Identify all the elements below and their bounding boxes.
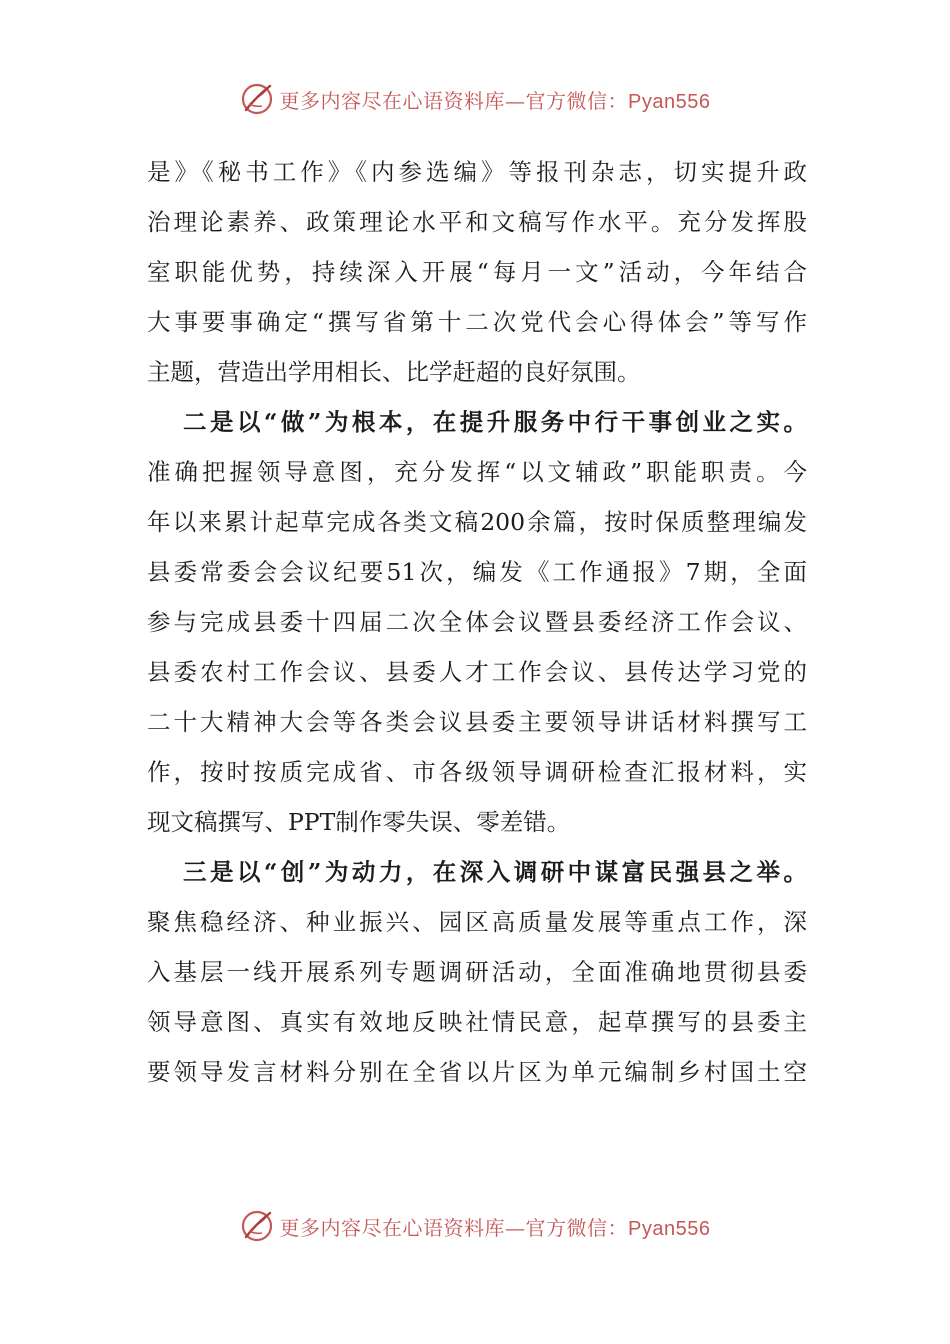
text-line: 聚焦稳经济、种业振兴、园区高质量发展等重点工作，深	[147, 908, 807, 936]
footer-banner-label: 更多内容尽在心语资料库—官方微信：	[279, 1215, 629, 1240]
text-line: 领导意图、真实有效地反映社情民意，起草撰写的县委主	[147, 1008, 807, 1036]
text-line: 年以来累计起草完成各类文稿200余篇，按时保质整理编发	[147, 508, 807, 536]
header-banner-label: 更多内容尽在心语资料库—官方微信：	[279, 88, 629, 113]
text-line: 室职能优势，持续深入开展“每月一文”活动，今年结合	[147, 258, 807, 286]
text-line: 现文稿撰写、PPT制作零失误、零差错。	[147, 808, 571, 836]
header-banner-wechat-id: Pyan556	[628, 90, 711, 113]
text-line: 入基层一线开展系列专题调研活动，全面准确地贯彻县委	[147, 958, 807, 986]
document-body	[147, 147, 807, 1097]
quill-logo-icon	[240, 82, 274, 116]
header-banner	[0, 82, 950, 116]
text-line: 治理论素养、政策理论水平和文稿写作水平。充分发挥股	[147, 208, 807, 236]
text-line: 县委常委会会议纪要51次，编发《工作通报》7期，全面	[147, 558, 807, 586]
footer-banner-wechat-id: Pyan556	[628, 1217, 711, 1240]
section-heading: 二是以“做”为根本，在提升服务中行干事创业之实。	[183, 408, 807, 436]
footer-banner-text	[280, 1212, 711, 1241]
quill-logo-icon	[240, 1209, 274, 1243]
text-line: 准确把握领导意图，充分发挥“以文辅政”职能职责。今	[147, 458, 807, 486]
section-heading: 三是以“创”为动力，在深入调研中谋富民强县之举。	[183, 858, 807, 886]
text-line: 是》《秘书工作》《内参选编》等报刊杂志，切实提升政	[147, 158, 807, 186]
text-line: 县委农村工作会议、县委人才工作会议、县传达学习党的	[147, 658, 807, 686]
header-banner-text	[280, 85, 711, 114]
text-line: 参与完成县委十四届二次全体会议暨县委经济工作会议、	[147, 608, 807, 636]
text-line: 要领导发言材料分别在全省以片区为单元编制乡村国土空	[147, 1058, 807, 1086]
text-line: 主题，营造出学用相长、比学赶超的良好氛围。	[147, 358, 641, 386]
header-banner-inner	[240, 82, 711, 116]
footer-banner	[0, 1209, 950, 1243]
footer-banner-inner	[240, 1209, 711, 1243]
text-line: 二十大精神大会等各类会议县委主要领导讲话材料撰写工	[147, 708, 807, 736]
text-line: 大事要事确定“撰写省第十二次党代会心得体会”等写作	[147, 308, 807, 336]
text-line: 作，按时按质完成省、市各级领导调研检查汇报材料，实	[147, 758, 807, 786]
